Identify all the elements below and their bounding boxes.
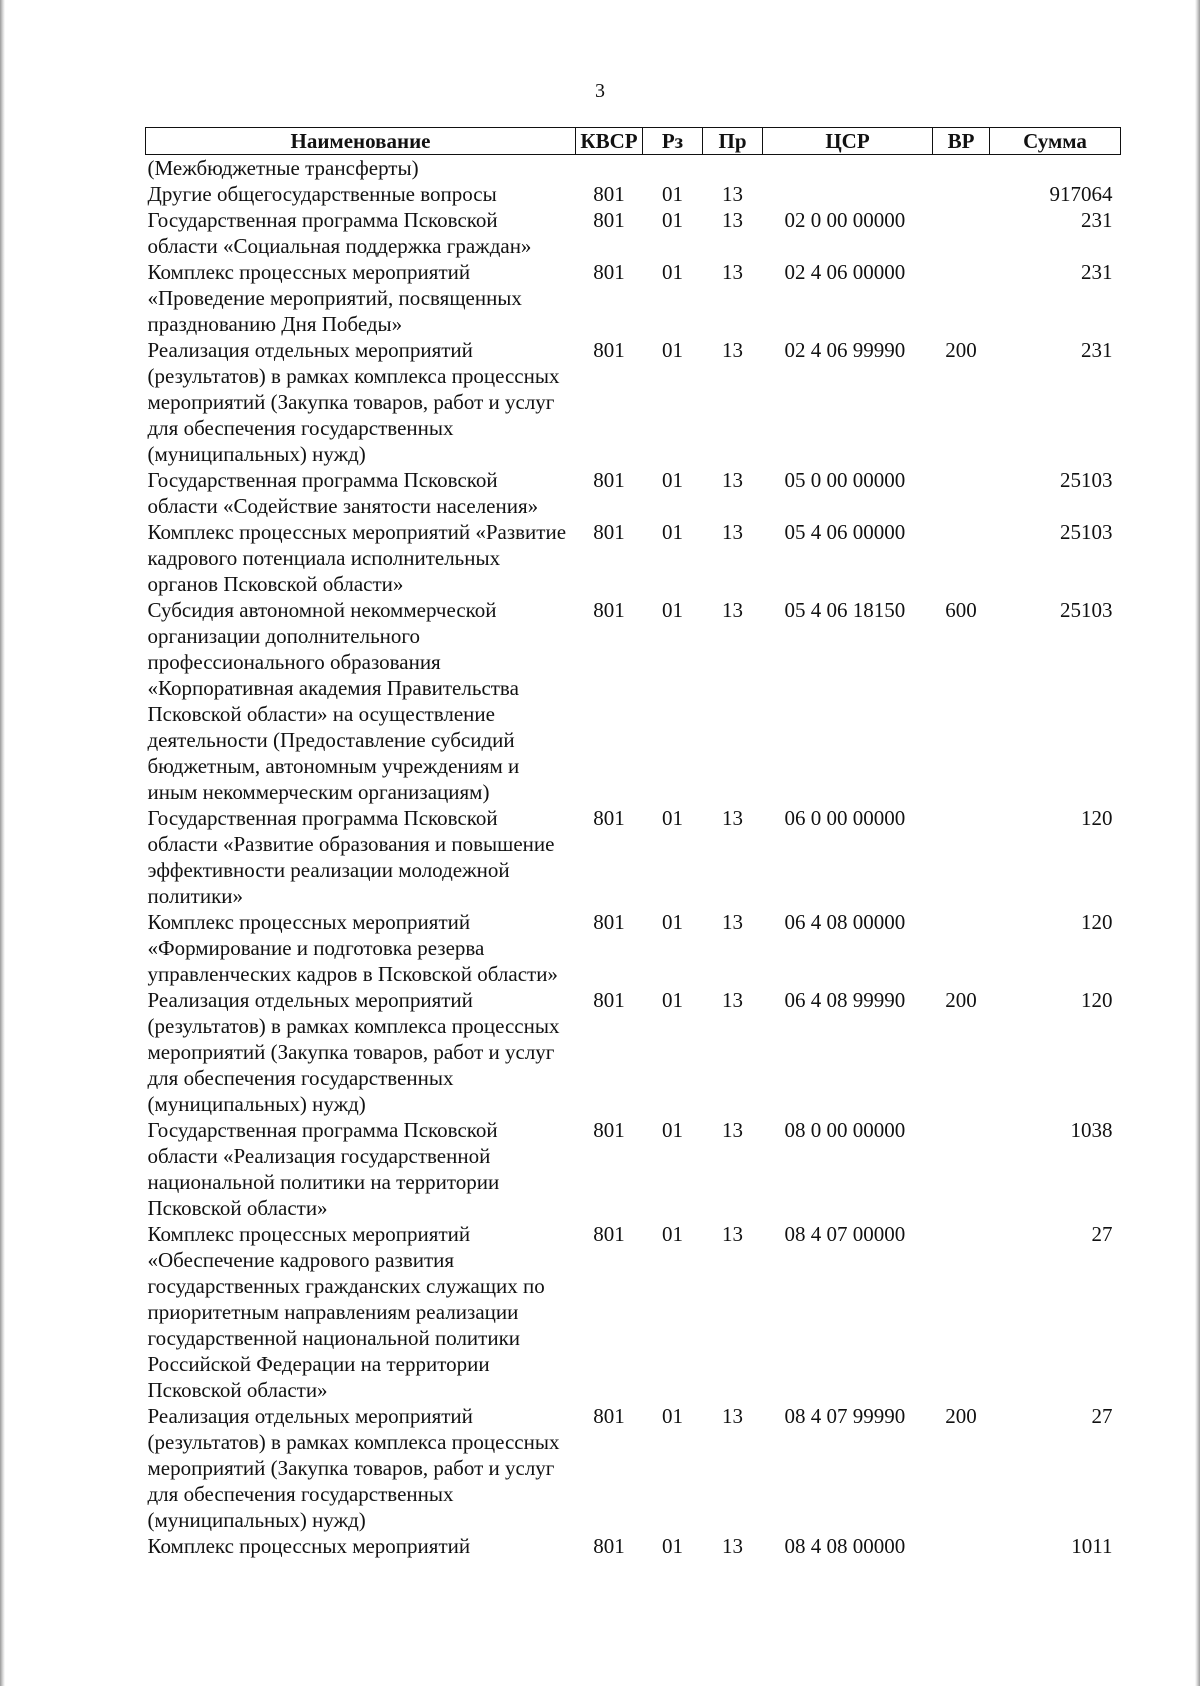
cell-name: Другие общегосударственные вопросы xyxy=(147,182,497,206)
cell-vr xyxy=(933,467,990,519)
table-row xyxy=(146,1403,1121,1533)
table-row xyxy=(146,805,1121,909)
cell-kvsr: 801 xyxy=(593,1118,625,1142)
cell-rz: 01 xyxy=(662,260,683,284)
cell-sum: 231 xyxy=(1081,208,1113,232)
cell-vr xyxy=(933,259,990,337)
cell-name: Комплекс процессных мероприятий «Обеспечение кадрового развития государственных гражданских служащих по приоритетным направлениям реализации государственной национальной политики Российской Федерации на территории Псковской области» xyxy=(147,1222,545,1402)
table-row xyxy=(146,207,1121,259)
table-row xyxy=(146,1533,1121,1559)
table-row xyxy=(146,337,1121,467)
table-row xyxy=(146,1117,1121,1221)
cell-name: Субсидия автономной некоммерческой организации дополнительного профессионального образования «Корпоративная академия Правительства Псковской области» на осуществление деятельности (Предоставление субсидий бюджетным, автономным учреждениям и иным некоммерческим организациям) xyxy=(147,598,520,804)
cell-name: Реализация отдельных мероприятий (результатов) в рамках комплекса процессных мероприятий (Закупка товаров, работ и услуг для обеспечения государственных (муниципальных) нужд) xyxy=(147,988,560,1116)
cell-rz: 01 xyxy=(662,208,683,232)
cell-csr: 06 4 08 00000 xyxy=(784,910,906,934)
cell-rz xyxy=(643,155,703,182)
cell-vr xyxy=(933,181,990,207)
cell-csr: 08 0 00 00000 xyxy=(784,1118,906,1142)
cell-csr: 02 4 06 00000 xyxy=(784,260,906,284)
cell-csr: 05 4 06 18150 xyxy=(784,598,906,622)
table-header xyxy=(146,128,1121,155)
cell-kvsr: 801 xyxy=(593,1534,625,1558)
header-rz: Рз xyxy=(643,128,703,155)
cell-csr: 06 0 00 00000 xyxy=(784,806,906,830)
table-row xyxy=(146,987,1121,1117)
cell-vr xyxy=(933,805,990,909)
cell-csr: 08 4 08 00000 xyxy=(784,1534,906,1558)
table-row xyxy=(146,519,1121,597)
cell-sum: 25103 xyxy=(1060,598,1113,622)
header-vr: ВР xyxy=(933,128,990,155)
cell-pr: 13 xyxy=(722,1534,743,1558)
cell-rz: 01 xyxy=(662,598,683,622)
cell-rz: 01 xyxy=(662,910,683,934)
cell-name: (Межбюджетные трансферты) xyxy=(147,156,419,180)
cell-csr xyxy=(763,181,933,207)
cell-csr: 08 4 07 00000 xyxy=(784,1222,906,1246)
table-row xyxy=(146,259,1121,337)
cell-kvsr: 801 xyxy=(593,468,625,492)
cell-vr xyxy=(933,155,990,182)
cell-kvsr: 801 xyxy=(593,1222,625,1246)
cell-pr: 13 xyxy=(722,468,743,492)
cell-pr: 13 xyxy=(722,260,743,284)
cell-vr xyxy=(933,519,990,597)
cell-name: Комплекс процессных мероприятий «Проведение мероприятий, посвященных празднованию Дня Победы» xyxy=(147,260,522,336)
cell-kvsr: 801 xyxy=(593,806,625,830)
cell-pr xyxy=(703,155,763,182)
header-pr: Пр xyxy=(703,128,763,155)
cell-rz: 01 xyxy=(662,1404,683,1428)
cell-name: Государственная программа Псковской области «Содействие занятости населения» xyxy=(147,468,539,518)
cell-pr: 13 xyxy=(722,182,743,206)
cell-vr: 200 xyxy=(945,1404,977,1428)
cell-name: Государственная программа Псковской области «Социальная поддержка граждан» xyxy=(147,208,532,258)
cell-kvsr: 801 xyxy=(593,988,625,1012)
scan-edge-left xyxy=(0,0,5,1686)
cell-csr: 02 4 06 99990 xyxy=(784,338,906,362)
cell-vr: 200 xyxy=(945,988,977,1012)
cell-vr xyxy=(933,1221,990,1403)
cell-pr: 13 xyxy=(722,806,743,830)
cell-kvsr: 801 xyxy=(593,598,625,622)
cell-name: Государственная программа Псковской области «Развитие образования и повышение эффективности реализации молодежной политики» xyxy=(147,806,555,908)
table-row xyxy=(146,597,1121,805)
cell-pr: 13 xyxy=(722,338,743,362)
cell-rz: 01 xyxy=(662,806,683,830)
cell-vr xyxy=(933,1117,990,1221)
header-name: Наименование xyxy=(146,128,576,155)
cell-sum: 27 xyxy=(1091,1404,1113,1428)
cell-kvsr: 801 xyxy=(593,260,625,284)
table-body xyxy=(146,155,1121,1560)
cell-csr xyxy=(763,155,933,182)
page-number: 3 xyxy=(595,80,605,102)
budget-table xyxy=(145,127,1121,1559)
cell-pr: 13 xyxy=(722,208,743,232)
cell-sum: 120 xyxy=(1081,910,1113,934)
table-row xyxy=(146,1221,1121,1403)
cell-pr: 13 xyxy=(722,520,743,544)
cell-pr: 13 xyxy=(722,988,743,1012)
cell-sum: 120 xyxy=(1081,806,1113,830)
table-row xyxy=(146,467,1121,519)
table-row xyxy=(146,909,1121,987)
cell-sum: 27 xyxy=(1091,1222,1113,1246)
cell-rz: 01 xyxy=(662,1222,683,1246)
cell-sum: 231 xyxy=(1081,338,1113,362)
cell-sum: 917064 xyxy=(1049,182,1113,206)
cell-name: Реализация отдельных мероприятий (результатов) в рамках комплекса процессных мероприятий (Закупка товаров, работ и услуг для обеспечения государственных (муниципальных) нужд) xyxy=(147,338,560,466)
cell-kvsr: 801 xyxy=(593,910,625,934)
cell-rz: 01 xyxy=(662,1118,683,1142)
cell-name: Комплекс процессных мероприятий «Развитие кадрового потенциала исполнительных органов Псковской области» xyxy=(147,520,567,596)
cell-sum: 25103 xyxy=(1060,468,1113,492)
cell-csr: 05 4 06 00000 xyxy=(784,520,906,544)
cell-rz: 01 xyxy=(662,338,683,362)
cell-sum: 25103 xyxy=(1060,520,1113,544)
cell-vr: 200 xyxy=(945,338,977,362)
cell-vr xyxy=(933,207,990,259)
table-row xyxy=(146,155,1121,182)
cell-kvsr: 801 xyxy=(593,1404,625,1428)
cell-sum: 120 xyxy=(1081,988,1113,1012)
cell-rz: 01 xyxy=(662,1534,683,1558)
cell-csr: 08 4 07 99990 xyxy=(784,1404,906,1428)
table-row xyxy=(146,181,1121,207)
cell-csr: 06 4 08 99990 xyxy=(784,988,906,1012)
header-kvsr: КВСР xyxy=(576,128,643,155)
cell-name: Комплекс процессных мероприятий «Формирование и подготовка резерва управленческих кадров в Псковской области» xyxy=(147,910,558,986)
header-row xyxy=(146,128,1121,155)
scan-edge-right xyxy=(1195,0,1200,1686)
cell-rz: 01 xyxy=(662,988,683,1012)
cell-pr: 13 xyxy=(722,1404,743,1428)
cell-sum: 1011 xyxy=(1071,1534,1113,1558)
header-sum: Сумма xyxy=(990,128,1121,155)
cell-kvsr xyxy=(576,155,643,182)
cell-rz: 01 xyxy=(662,520,683,544)
cell-pr: 13 xyxy=(722,910,743,934)
cell-sum: 231 xyxy=(1081,260,1113,284)
header-csr: ЦСР xyxy=(763,128,933,155)
cell-rz: 01 xyxy=(662,468,683,492)
cell-pr: 13 xyxy=(722,1222,743,1246)
cell-name: Государственная программа Псковской области «Реализация государственной национальной политики на территории Псковской области» xyxy=(147,1118,500,1220)
cell-sum xyxy=(990,155,1121,182)
cell-kvsr: 801 xyxy=(593,182,625,206)
cell-kvsr: 801 xyxy=(593,520,625,544)
cell-csr: 02 0 00 00000 xyxy=(784,208,906,232)
cell-csr: 05 0 00 00000 xyxy=(784,468,906,492)
cell-pr: 13 xyxy=(722,598,743,622)
cell-kvsr: 801 xyxy=(593,338,625,362)
cell-kvsr: 801 xyxy=(593,208,625,232)
cell-vr xyxy=(933,909,990,987)
cell-pr: 13 xyxy=(722,1118,743,1142)
cell-name: Реализация отдельных мероприятий (результатов) в рамках комплекса процессных мероприятий (Закупка товаров, работ и услуг для обеспечения государственных (муниципальных) нужд) xyxy=(147,1404,560,1532)
cell-vr xyxy=(933,1533,990,1559)
cell-sum: 1038 xyxy=(1070,1118,1113,1142)
cell-name: Комплекс процессных мероприятий xyxy=(147,1534,471,1558)
cell-vr: 600 xyxy=(945,598,977,622)
cell-rz: 01 xyxy=(662,182,683,206)
